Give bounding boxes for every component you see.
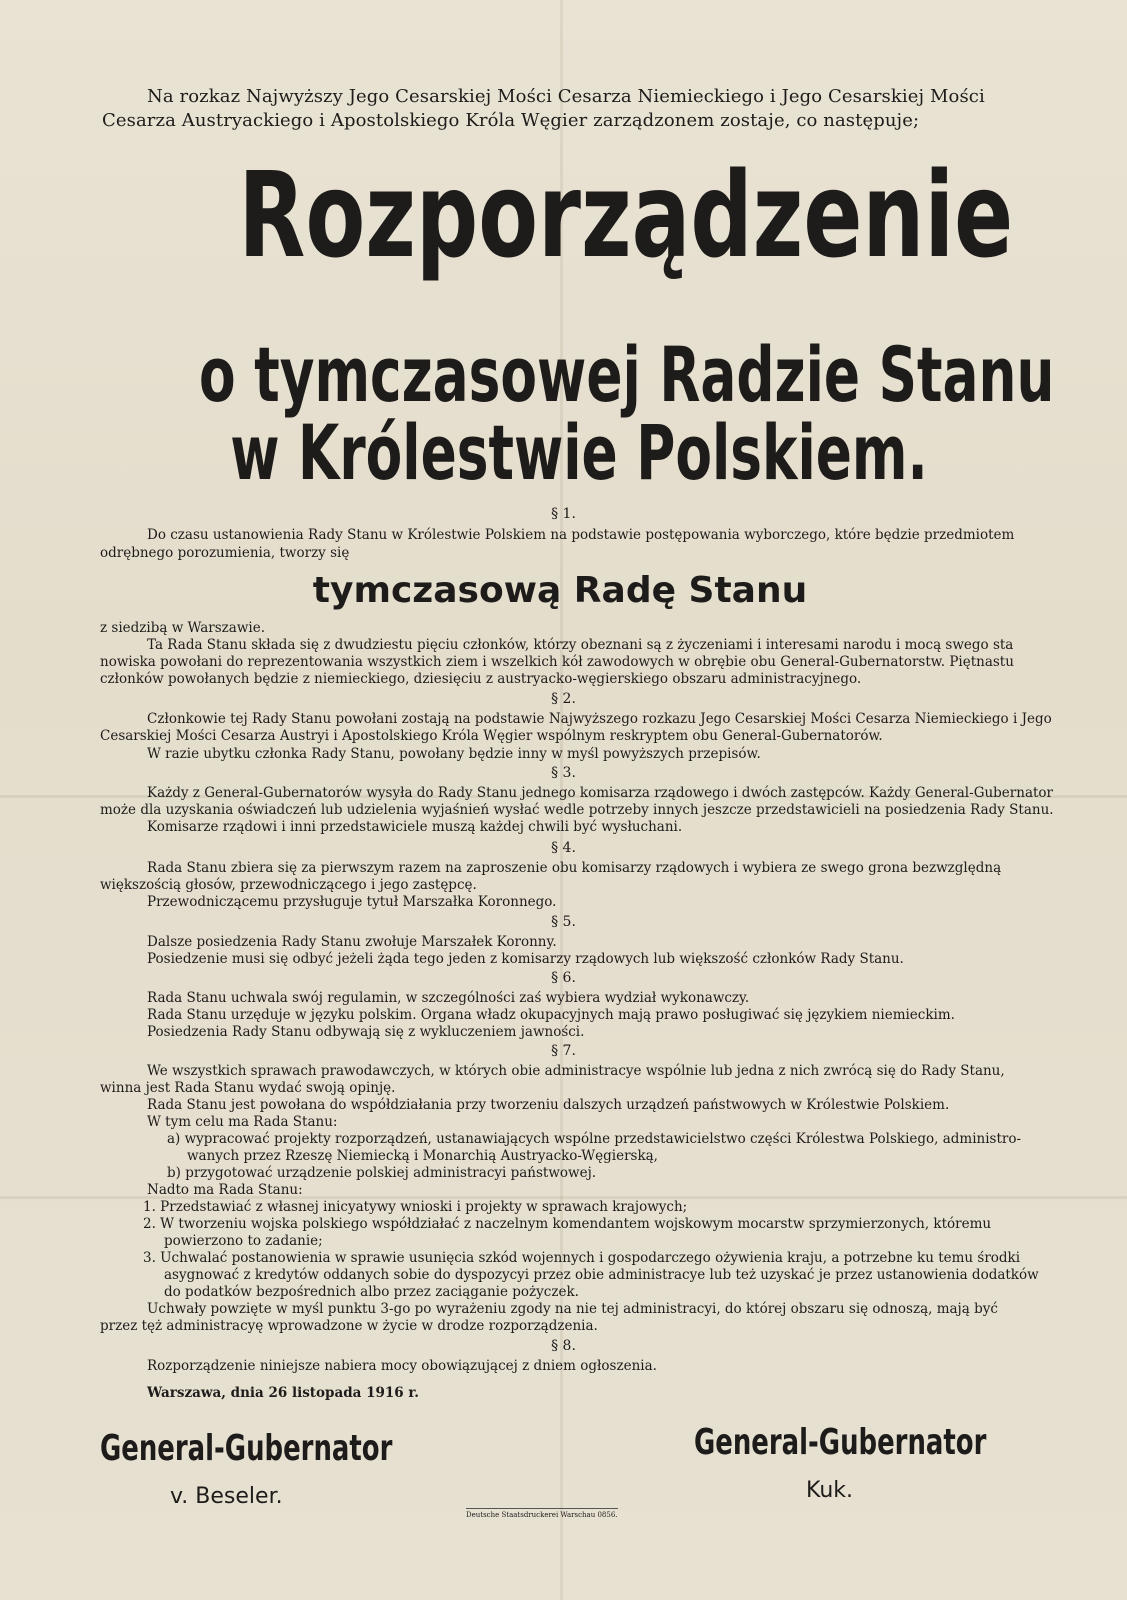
paragraph-line: Uchwały powzięte w myśl punktu 3-go po wyrażeniu zgody na nie tej administracyi, do której obszaru się odnoszą, mają być: [147, 1301, 998, 1317]
paragraph-line: Do czasu ustanowienia Rady Stanu w Królestwie Polskiem na podstawie postępowania wyborczego, które będzie przedmiotem: [147, 527, 1015, 543]
signature-title-left: General-Gubernator: [100, 1428, 393, 1469]
paragraph-line: Członkowie tej Rady Stanu powołani zostają na podstawie Najwyższego rozkazu Jego Cesarskiej Mości Cesarza Niemieckiego i Jego: [147, 711, 1052, 727]
paragraph-line: nowiska powołani do reprezentowania wszystkich ziem i wszelkich kół zawodowych w obrębie obu General-Gubernatorstw. Piętnastu: [100, 654, 1014, 670]
section-heading: § 2.: [551, 691, 576, 707]
list-item: asygnować z kredytów oddanych sobie do dyspozycyi przez obie administracye lub też uzyskać je przez ustanowienia dodatków: [164, 1267, 1039, 1283]
paragraph-line: Rada Stanu zbiera się za pierwszym razem na zaproszenie obu komisarzy rządowych i wybiera ze swego grona bezwzględną: [147, 860, 1002, 876]
intro-line-1: Na rozkaz Najwyższy Jego Cesarskiej Mości Cesarza Niemieckiego i Jego Cesarskiej Mości: [147, 86, 985, 107]
title-main: Rozporządzenie: [238, 146, 1014, 284]
signature-title-right: General-Gubernator: [694, 1422, 987, 1463]
paragraph-line: Rada Stanu uchwala swój regulamin, w szczególności zaś wybiera wydział wykonawczy.: [147, 990, 750, 1006]
date-line: Warszawa, dnia 26 listopada 1916 r.: [147, 1385, 419, 1401]
title-line-3: w Królestwie Polskiem.: [230, 408, 928, 497]
paragraph-line: członków powołanych będzie z niemieckiego, dziesięciu z austryacko-węgierskiego obszaru administracyjnego.: [100, 671, 862, 687]
intro-line-2: Cesarza Austryackiego i Apostolskiego Króla Węgier zarządzonem zostaje, co następuje;: [102, 110, 920, 131]
emphasized-heading: tymczasową Radę Stanu: [312, 570, 808, 611]
list-item: do podatków bezpośrednich albo przez zaciąganie pożyczek.: [164, 1284, 579, 1300]
paragraph-line: Dalsze posiedzenia Rady Stanu zwołuje Marszałek Koronny.: [147, 934, 557, 950]
section-heading: § 4.: [551, 840, 576, 856]
list-item: a) wypracować projekty rozporządzeń, ustanawiających wspólne przedstawicielstwo części Królestwa Polskiego, administro-: [167, 1131, 1022, 1147]
paragraph-line: W razie ubytku członka Rady Stanu, powołany będzie inny w myśl powyższych przepisów.: [147, 746, 761, 762]
section-heading: § 5.: [551, 914, 576, 930]
signature-name-right: Kuk.: [806, 1478, 854, 1503]
list-item: 3. Uchwalać postanowienia w sprawie usunięcia szkód wojennych i gospodarczego ożywienia kraju, a potrzebne ku temu środki: [143, 1250, 1021, 1266]
paragraph-line: przez tęż administracyę wprowadzone w życie w drodze rozporządzenia.: [100, 1318, 598, 1334]
signature-name-left: v. Beseler.: [170, 1484, 283, 1509]
paragraph-line: Komisarze rządowi i inni przedstawiciele muszą każdej chwili być wysłuchani.: [147, 819, 683, 835]
paragraph-line: większością głosów, przewodniczącego i jego zastępcę.: [100, 877, 477, 893]
paragraph-line: Ta Rada Stanu składa się z dwudziestu pięciu członków, którzy obeznani są z życzeniami i interesami narodu i mocą swego sta: [147, 637, 1014, 653]
paragraph-line: Posiedzenie musi się odbyć jeżeli żąda tego jeden z komisarzy rządowych lub większość członków Rady Stanu.: [147, 951, 904, 967]
paragraph-line: odrębnego porozumienia, tworzy się: [100, 545, 350, 561]
list-item: b) przygotować urządzenie polskiej administracyi państwowej.: [167, 1165, 597, 1181]
paragraph-line: Rada Stanu urzęduje w języku polskim. Organa władz okupacyjnych mają prawo posługiwać się językiem niemieckim.: [147, 1007, 955, 1023]
paragraph-line: We wszystkich sprawach prawodawczych, w których obie administracye wspólnie lub jedna z nich zwrócą się do Rady Stanu,: [147, 1063, 1005, 1079]
printer-imprint: Deutsche Staatsdruckerei Warschau 0856.: [466, 1508, 618, 1519]
section-heading: § 1.: [551, 506, 576, 522]
title-line-2: o tymczasowej Radzie Stanu: [199, 330, 1055, 419]
list-item: powierzono to zadanie;: [164, 1233, 323, 1249]
paragraph-line: może dla uzyskania oświadczeń lub udzielenia wyjaśnień wysłać wedle potrzeby innych jeszcze przedstawicieli na posiedzenia Rady Stanu.: [100, 802, 1054, 818]
paragraph-line: W tym celu ma Rada Stanu:: [147, 1114, 338, 1130]
list-item: 2. W tworzeniu wojska polskiego współdziałać z naczelnym komendantem wojskowym mocarstw sprzymierzonych, któremu: [143, 1216, 992, 1232]
section-heading: § 6.: [551, 970, 576, 986]
section-heading: § 7.: [551, 1043, 576, 1059]
paragraph-line: z siedzibą w Warszawie.: [100, 620, 265, 636]
paragraph-line: Nadto ma Rada Stanu:: [147, 1182, 303, 1198]
list-item: wanych przez Rzeszę Niemiecką i Monarchią Austryacko-Węgierską,: [187, 1148, 658, 1164]
section-heading: § 8.: [551, 1338, 576, 1354]
paragraph-line: Posiedzenia Rady Stanu odbywają się z wykluczeniem jawności.: [147, 1024, 585, 1040]
paragraph-line: Rozporządzenie niniejsze nabiera mocy obowiązującej z dniem ogłoszenia.: [147, 1358, 657, 1374]
paragraph-line: Przewodniczącemu przysługuje tytuł Marszałka Koronnego.: [147, 894, 557, 910]
paragraph-line: Cesarskiej Mości Cesarza Austryi i Apostolskiego Króla Węgier wspólnym reskryptem obu General-Gubernatorów.: [100, 728, 883, 744]
paragraph-line: Każdy z General-Gubernatorów wysyła do Rady Stanu jednego komisarza rządowego i dwóch zastępców. Każdy General-Gubernator: [147, 785, 1054, 801]
paragraph-line: winna jest Rada Stanu wydać swoją opinję.: [100, 1080, 396, 1096]
section-heading: § 3.: [551, 765, 576, 781]
list-item: 1. Przedstawiać z własnej inicyatywy wnioski i projekty w sprawach krajowych;: [143, 1199, 688, 1215]
paragraph-line: Rada Stanu jest powołana do współdziałania przy tworzeniu dalszych urządzeń państwowych w Królestwie Polskiem.: [147, 1097, 950, 1113]
